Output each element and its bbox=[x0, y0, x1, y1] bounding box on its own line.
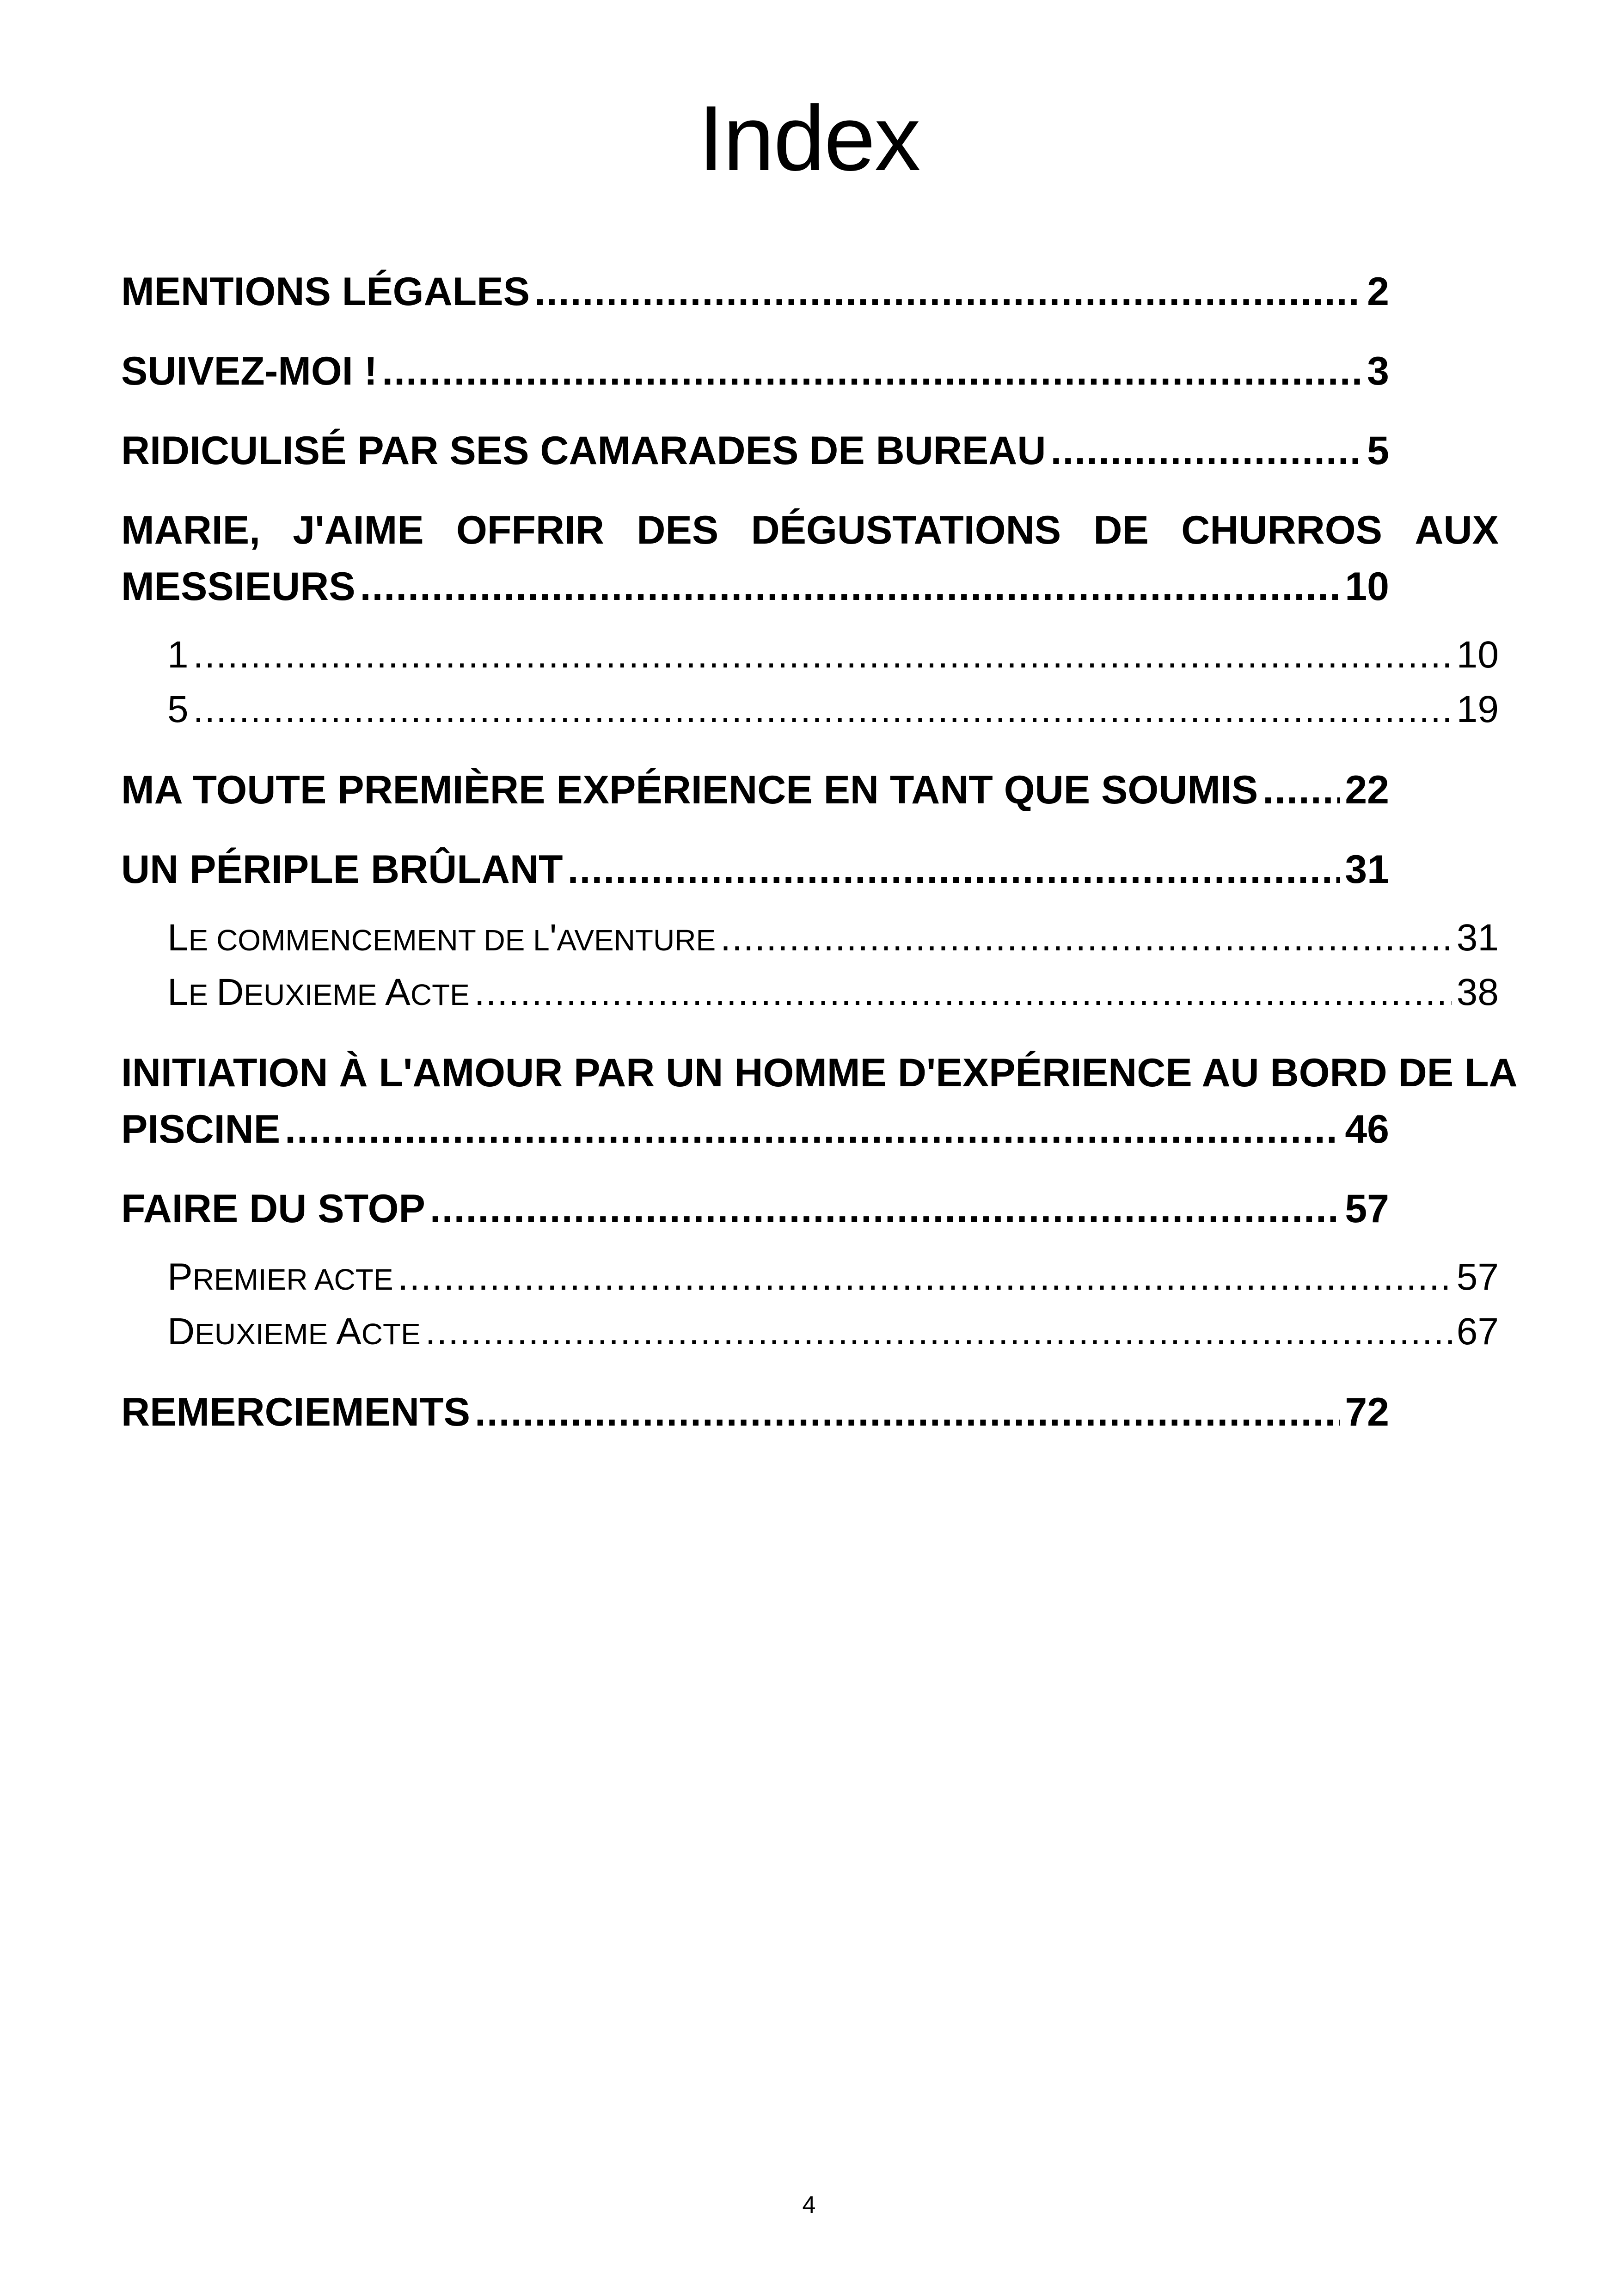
toc-entry-page: 10 bbox=[1345, 564, 1389, 609]
toc-entry-page: 46 bbox=[1345, 1107, 1389, 1151]
toc-subentry-page: 31 bbox=[1456, 917, 1499, 959]
toc-subentry-label: DEUXIEME ACTE bbox=[167, 1310, 421, 1353]
toc-entry-label-line-1: MARIE, J'AIME OFFRIR DES DÉGUSTATIONS DE CHURROS AUX bbox=[121, 508, 1499, 552]
toc-entry-label: MENTIONS LÉGALES bbox=[121, 269, 530, 314]
toc-entry[interactable] bbox=[121, 502, 1499, 615]
toc-entry-label: REMERCIEMENTS bbox=[121, 1390, 470, 1434]
toc-entry-page: 2 bbox=[1367, 269, 1389, 314]
dot-leader bbox=[1050, 422, 1362, 479]
toc-subentries bbox=[121, 628, 1499, 737]
page-title: Index bbox=[698, 87, 920, 190]
toc-entry[interactable] bbox=[121, 343, 1499, 399]
toc-subentries bbox=[121, 911, 1499, 1020]
dot-leader bbox=[534, 263, 1362, 320]
toc-entry[interactable] bbox=[121, 841, 1499, 898]
toc-subentry[interactable] bbox=[121, 1304, 1499, 1359]
dot-leader bbox=[720, 911, 1452, 965]
dot-leader bbox=[474, 965, 1452, 1020]
dot-leader bbox=[398, 1250, 1452, 1304]
toc-entry-page: 5 bbox=[1367, 429, 1389, 473]
toc-entry-page: 22 bbox=[1345, 768, 1389, 812]
toc-entry-page: 72 bbox=[1345, 1390, 1389, 1434]
toc-entry-page: 31 bbox=[1345, 847, 1389, 892]
toc-subentry-page: 19 bbox=[1456, 688, 1499, 730]
dot-leader bbox=[425, 1304, 1452, 1359]
toc-entry-label: MESSIEURS bbox=[121, 564, 355, 609]
toc-subentry-label: 5 bbox=[167, 688, 189, 730]
toc-subentry-page: 67 bbox=[1456, 1310, 1499, 1353]
toc-entry[interactable] bbox=[121, 1045, 1518, 1157]
toc-subentry-label: 1 bbox=[167, 634, 189, 676]
toc-entry[interactable] bbox=[121, 1384, 1499, 1440]
dot-leader bbox=[193, 628, 1452, 682]
dot-leader bbox=[360, 558, 1341, 615]
toc-entry-label: FAIRE DU STOP bbox=[121, 1187, 425, 1231]
toc-subentry-label: PREMIER ACTE bbox=[167, 1256, 393, 1298]
dot-leader bbox=[568, 841, 1341, 898]
toc-entry-label: MA TOUTE PREMIÈRE EXPÉRIENCE EN TANT QUE SOUMIS bbox=[121, 768, 1258, 812]
toc-subentry-label: LE COMMENCEMENT DE L'AVENTURE bbox=[167, 917, 716, 959]
page-number: 4 bbox=[802, 2192, 816, 2218]
toc-entry-page: 57 bbox=[1345, 1187, 1389, 1231]
dot-leader bbox=[475, 1384, 1340, 1440]
toc-entry-label: PISCINE bbox=[121, 1107, 281, 1151]
toc-subentries bbox=[121, 1250, 1499, 1359]
dot-leader bbox=[382, 343, 1362, 399]
dot-leader bbox=[193, 682, 1452, 737]
toc-subentry[interactable] bbox=[121, 682, 1499, 737]
dot-leader bbox=[1263, 762, 1340, 818]
table-of-contents bbox=[121, 263, 1518, 1440]
toc-entry[interactable] bbox=[121, 762, 1499, 818]
toc-subentry[interactable] bbox=[121, 965, 1499, 1020]
toc-entry[interactable] bbox=[121, 422, 1499, 479]
toc-entry[interactable] bbox=[121, 1181, 1499, 1237]
toc-entry-label: UN PÉRIPLE BRÛLANT bbox=[121, 847, 563, 892]
toc-subentry[interactable] bbox=[121, 911, 1499, 965]
toc-entry-label: SUIVEZ-MOI ! bbox=[121, 349, 378, 393]
toc-subentry-page: 57 bbox=[1456, 1256, 1499, 1298]
toc-subentry-label: LE DEUXIEME ACTE bbox=[167, 971, 470, 1013]
toc-subentry-page: 10 bbox=[1456, 634, 1499, 676]
toc-entry-label-line-1: INITIATION À L'AMOUR PAR UN HOMME D'EXPÉRIENCE AU BORD DE LA bbox=[121, 1051, 1518, 1095]
dot-leader bbox=[285, 1101, 1340, 1157]
toc-subentry[interactable] bbox=[121, 628, 1499, 682]
toc-subentry[interactable] bbox=[121, 1250, 1499, 1304]
dot-leader bbox=[430, 1181, 1340, 1237]
toc-entry[interactable] bbox=[121, 263, 1499, 320]
toc-subentry-page: 38 bbox=[1456, 971, 1499, 1013]
toc-entry-page: 3 bbox=[1367, 349, 1389, 393]
toc-entry-label: RIDICULISÉ PAR SES CAMARADES DE BUREAU bbox=[121, 429, 1046, 473]
